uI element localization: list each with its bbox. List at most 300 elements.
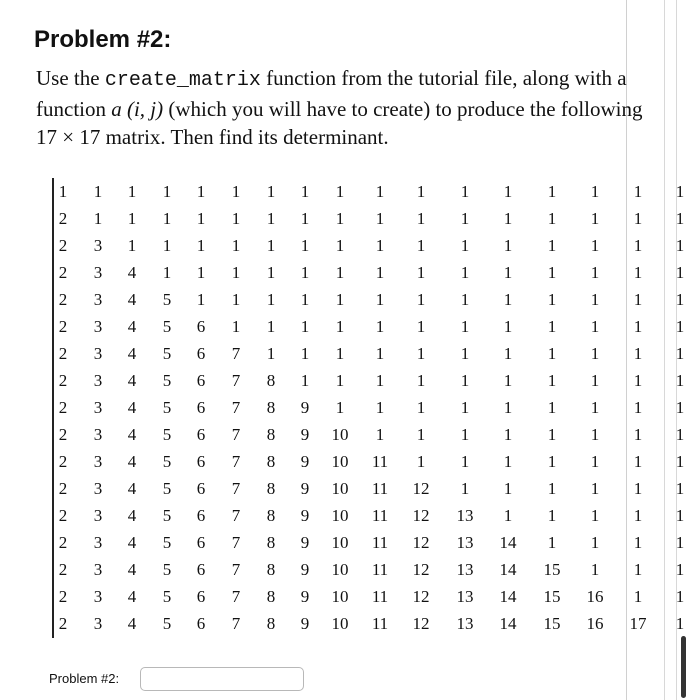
matrix-cell: 6 bbox=[196, 587, 206, 606]
matrix-cell: 5 bbox=[162, 506, 172, 525]
matrix-cell: 1 bbox=[162, 263, 172, 282]
matrix-cell: 12 bbox=[412, 479, 430, 498]
matrix-cell: 1 bbox=[460, 317, 470, 336]
matrix-cell: 1 bbox=[300, 371, 310, 390]
matrix-cell: 1 bbox=[162, 209, 172, 228]
matrix-cell: 1 bbox=[231, 290, 241, 309]
matrix-cell: 1 bbox=[633, 506, 643, 525]
matrix-cell: 1 bbox=[416, 425, 426, 444]
matrix-cell: 14 bbox=[499, 587, 517, 606]
matrix-cell: 9 bbox=[300, 479, 310, 498]
matrix-cell: 2 bbox=[58, 452, 68, 471]
matrix-cell: 1 bbox=[547, 398, 557, 417]
matrix-cell: 1 bbox=[335, 263, 345, 282]
matrix-cell: 1 bbox=[503, 479, 513, 498]
matrix-cell: 1 bbox=[266, 344, 276, 363]
matrix-cell: 1 bbox=[547, 317, 557, 336]
matrix-cell: 1 bbox=[590, 533, 600, 552]
matrix-cell: 8 bbox=[266, 614, 276, 633]
matrix-cell: 3 bbox=[93, 398, 103, 417]
matrix-cell: 1 bbox=[675, 290, 685, 309]
matrix-cell: 8 bbox=[266, 452, 276, 471]
matrix-cell: 7 bbox=[231, 344, 241, 363]
matrix-cell: 2 bbox=[58, 317, 68, 336]
matrix-row bbox=[56, 610, 686, 637]
matrix-cell: 1 bbox=[196, 290, 206, 309]
matrix-cell: 1 bbox=[675, 182, 685, 201]
matrix-cell: 1 bbox=[547, 479, 557, 498]
matrix-cell: 14 bbox=[499, 560, 517, 579]
matrix-cell: 9 bbox=[300, 533, 310, 552]
matrix-cell: 1 bbox=[503, 452, 513, 471]
matrix-row bbox=[56, 259, 686, 286]
matrix-cell: 1 bbox=[633, 209, 643, 228]
matrix-cell: 1 bbox=[675, 317, 685, 336]
matrix-cell: 1 bbox=[266, 263, 276, 282]
matrix-cell: 1 bbox=[460, 236, 470, 255]
matrix-cell: 4 bbox=[127, 317, 137, 336]
matrix-cell: 1 bbox=[375, 236, 385, 255]
matrix-cell: 7 bbox=[231, 371, 241, 390]
matrix bbox=[56, 178, 686, 638]
matrix-cell: 17 bbox=[629, 614, 647, 633]
matrix-cell: 1 bbox=[375, 398, 385, 417]
matrix-cell: 3 bbox=[93, 533, 103, 552]
matrix-cell: 3 bbox=[93, 290, 103, 309]
matrix-cell: 1 bbox=[633, 587, 643, 606]
matrix-cell: 1 bbox=[460, 263, 470, 282]
matrix-cell: 9 bbox=[300, 398, 310, 417]
matrix-cell: 4 bbox=[127, 587, 137, 606]
matrix-cell: 1 bbox=[503, 506, 513, 525]
matrix-cell: 6 bbox=[196, 344, 206, 363]
matrix-row bbox=[56, 367, 686, 394]
matrix-cell: 10 bbox=[331, 533, 349, 552]
matrix-cell: 1 bbox=[590, 560, 600, 579]
matrix-cell: 1 bbox=[675, 398, 685, 417]
matrix-cell: 10 bbox=[331, 452, 349, 471]
matrix-cell: 10 bbox=[331, 479, 349, 498]
matrix-cell: 5 bbox=[162, 290, 172, 309]
matrix-cell: 1 bbox=[590, 209, 600, 228]
matrix-cell: 11 bbox=[371, 452, 389, 471]
matrix-cell: 13 bbox=[456, 560, 474, 579]
matrix-row bbox=[56, 232, 686, 259]
matrix-cell: 1 bbox=[675, 209, 685, 228]
matrix-cell: 4 bbox=[127, 533, 137, 552]
matrix-cell: 12 bbox=[412, 614, 430, 633]
matrix-cell: 1 bbox=[675, 344, 685, 363]
matrix-cell: 1 bbox=[375, 371, 385, 390]
matrix-cell: 4 bbox=[127, 479, 137, 498]
matrix-cell: 1 bbox=[416, 182, 426, 201]
matrix-cell: 1 bbox=[547, 263, 557, 282]
matrix-cell: 2 bbox=[58, 398, 68, 417]
matrix-cell: 1 bbox=[300, 290, 310, 309]
matrix-cell: 2 bbox=[58, 560, 68, 579]
matrix-cell: 1 bbox=[300, 263, 310, 282]
matrix-cell: 1 bbox=[633, 344, 643, 363]
matrix-cell: 1 bbox=[416, 209, 426, 228]
matrix-cell: 6 bbox=[196, 452, 206, 471]
matrix-cell: 6 bbox=[196, 317, 206, 336]
matrix-cell: 1 bbox=[633, 452, 643, 471]
matrix-cell: 1 bbox=[335, 344, 345, 363]
matrix-cell: 1 bbox=[675, 560, 685, 579]
matrix-cell: 1 bbox=[460, 290, 470, 309]
matrix-cell: 1 bbox=[416, 236, 426, 255]
matrix-cell: 1 bbox=[375, 290, 385, 309]
matrix-cell: 1 bbox=[300, 182, 310, 201]
matrix-row bbox=[56, 178, 686, 205]
matrix-cell: 8 bbox=[266, 398, 276, 417]
matrix-cell: 8 bbox=[266, 479, 276, 498]
matrix-cell: 8 bbox=[266, 371, 276, 390]
matrix-cell: 1 bbox=[590, 425, 600, 444]
matrix-cell: 4 bbox=[127, 614, 137, 633]
matrix-cell: 1 bbox=[590, 263, 600, 282]
matrix-row bbox=[56, 421, 686, 448]
matrix-cell: 1 bbox=[675, 425, 685, 444]
matrix-row bbox=[56, 286, 686, 313]
matrix-cell: 1 bbox=[590, 317, 600, 336]
matrix-cell: 1 bbox=[503, 398, 513, 417]
matrix-cell: 5 bbox=[162, 398, 172, 417]
matrix-cell: 1 bbox=[300, 236, 310, 255]
matrix-cell: 8 bbox=[266, 506, 276, 525]
matrix-cell: 1 bbox=[547, 344, 557, 363]
matrix-cell: 10 bbox=[331, 425, 349, 444]
matrix-cell: 1 bbox=[547, 533, 557, 552]
matrix-cell: 1 bbox=[266, 209, 276, 228]
matrix-cell: 9 bbox=[300, 452, 310, 471]
matrix-cell: 1 bbox=[460, 209, 470, 228]
matrix-cell: 1 bbox=[196, 236, 206, 255]
matrix-cell: 8 bbox=[266, 560, 276, 579]
problem-statement bbox=[36, 64, 666, 151]
matrix-cell: 1 bbox=[266, 236, 276, 255]
matrix-cell: 11 bbox=[371, 533, 389, 552]
matrix-cell: 1 bbox=[675, 614, 685, 633]
matrix-row bbox=[56, 556, 686, 583]
function-name: create_matrix bbox=[104, 69, 261, 92]
matrix-cell: 1 bbox=[503, 263, 513, 282]
matrix-cell: 3 bbox=[93, 317, 103, 336]
matrix-cell: 1 bbox=[547, 371, 557, 390]
matrix-cell: 15 bbox=[543, 587, 561, 606]
matrix-cell: 2 bbox=[58, 344, 68, 363]
matrix-cell: 6 bbox=[196, 398, 206, 417]
matrix-cell: 1 bbox=[460, 371, 470, 390]
matrix-cell: 1 bbox=[266, 317, 276, 336]
matrix-cell: 1 bbox=[162, 182, 172, 201]
matrix-cell: 4 bbox=[127, 425, 137, 444]
matrix-cell: 13 bbox=[456, 614, 474, 633]
matrix-cell: 1 bbox=[590, 182, 600, 201]
matrix-cell: 3 bbox=[93, 371, 103, 390]
matrix-row bbox=[56, 448, 686, 475]
scrollbar-thumb[interactable] bbox=[681, 636, 686, 698]
matrix-cell: 5 bbox=[162, 344, 172, 363]
matrix-row bbox=[56, 205, 686, 232]
matrix-cell: 4 bbox=[127, 398, 137, 417]
matrix-cell: 1 bbox=[503, 344, 513, 363]
matrix-cell: 11 bbox=[371, 506, 389, 525]
matrix-cell: 1 bbox=[460, 452, 470, 471]
matrix-cell: 1 bbox=[590, 236, 600, 255]
answer-input[interactable] bbox=[140, 667, 304, 691]
matrix-cell: 1 bbox=[93, 182, 103, 201]
matrix-cell: 1 bbox=[416, 452, 426, 471]
matrix-cell: 6 bbox=[196, 425, 206, 444]
matrix-cell: 14 bbox=[499, 533, 517, 552]
matrix-cell: 3 bbox=[93, 344, 103, 363]
matrix-cell: 1 bbox=[460, 398, 470, 417]
matrix-cell: 1 bbox=[633, 398, 643, 417]
matrix-cell: 10 bbox=[331, 587, 349, 606]
matrix-cell: 1 bbox=[547, 209, 557, 228]
matrix-cell: 1 bbox=[590, 290, 600, 309]
matrix-cell: 16 bbox=[586, 614, 604, 633]
matrix-row bbox=[56, 529, 686, 556]
matrix-cell: 1 bbox=[460, 479, 470, 498]
matrix-cell: 1 bbox=[503, 425, 513, 444]
matrix-cell: 1 bbox=[633, 182, 643, 201]
matrix-cell: 6 bbox=[196, 560, 206, 579]
matrix-cell: 4 bbox=[127, 371, 137, 390]
matrix-cell: 1 bbox=[416, 344, 426, 363]
matrix-row bbox=[56, 583, 686, 610]
matrix-cell: 11 bbox=[371, 560, 389, 579]
matrix-cell: 16 bbox=[586, 587, 604, 606]
matrix-cell: 1 bbox=[335, 182, 345, 201]
matrix-cell: 1 bbox=[460, 182, 470, 201]
matrix-cell: 5 bbox=[162, 587, 172, 606]
matrix-cell: 12 bbox=[412, 587, 430, 606]
matrix-cell: 2 bbox=[58, 587, 68, 606]
matrix-cell: 5 bbox=[162, 479, 172, 498]
matrix-cell: 7 bbox=[231, 614, 241, 633]
matrix-cell: 8 bbox=[266, 587, 276, 606]
matrix-row bbox=[56, 313, 686, 340]
function-signature: a (i, j) bbox=[111, 97, 164, 121]
matrix-cell: 13 bbox=[456, 587, 474, 606]
matrix-cell: 1 bbox=[416, 290, 426, 309]
matrix-cell: 5 bbox=[162, 533, 172, 552]
matrix-cell: 1 bbox=[503, 290, 513, 309]
matrix-cell: 1 bbox=[375, 344, 385, 363]
matrix-cell: 11 bbox=[371, 587, 389, 606]
matrix-cell: 1 bbox=[300, 317, 310, 336]
matrix-cell: 1 bbox=[127, 182, 137, 201]
matrix-cell: 12 bbox=[412, 533, 430, 552]
matrix-cell: 1 bbox=[375, 317, 385, 336]
matrix-cell: 1 bbox=[675, 506, 685, 525]
statement-text-3: (which you will have to create) to produce the following 17 × 17 matrix. Then find its determinant. bbox=[36, 97, 643, 149]
matrix-cell: 2 bbox=[58, 209, 68, 228]
matrix-cell: 1 bbox=[503, 236, 513, 255]
matrix-cell: 1 bbox=[590, 398, 600, 417]
matrix-cell: 4 bbox=[127, 560, 137, 579]
matrix-cell: 3 bbox=[93, 263, 103, 282]
matrix-cell: 3 bbox=[93, 560, 103, 579]
matrix-cell: 1 bbox=[633, 479, 643, 498]
matrix-cell: 1 bbox=[633, 533, 643, 552]
matrix-cell: 1 bbox=[335, 317, 345, 336]
matrix-cell: 1 bbox=[300, 209, 310, 228]
matrix-cell: 1 bbox=[675, 452, 685, 471]
matrix-cell: 1 bbox=[675, 371, 685, 390]
matrix-cell: 2 bbox=[58, 236, 68, 255]
matrix-cell: 2 bbox=[58, 614, 68, 633]
matrix-cell: 14 bbox=[499, 614, 517, 633]
matrix-cell: 7 bbox=[231, 587, 241, 606]
matrix-cell: 9 bbox=[300, 425, 310, 444]
matrix-cell: 3 bbox=[93, 614, 103, 633]
matrix-cell: 11 bbox=[371, 479, 389, 498]
matrix-cell: 1 bbox=[675, 479, 685, 498]
matrix-cell: 4 bbox=[127, 452, 137, 471]
answer-label: Problem #2: bbox=[49, 671, 120, 686]
matrix-cell: 1 bbox=[196, 209, 206, 228]
matrix-cell: 1 bbox=[416, 263, 426, 282]
matrix-row bbox=[56, 502, 686, 529]
matrix-cell: 1 bbox=[633, 560, 643, 579]
matrix-cell: 10 bbox=[331, 614, 349, 633]
matrix-cell: 1 bbox=[416, 398, 426, 417]
matrix-cell: 9 bbox=[300, 614, 310, 633]
matrix-cell: 3 bbox=[93, 452, 103, 471]
matrix-cell: 1 bbox=[590, 506, 600, 525]
statement-text-2: function from the tutorial file, along with a function bbox=[36, 66, 627, 121]
matrix-cell: 2 bbox=[58, 263, 68, 282]
matrix-cell: 15 bbox=[543, 614, 561, 633]
matrix-cell: 5 bbox=[162, 452, 172, 471]
matrix-cell: 1 bbox=[547, 290, 557, 309]
matrix-cell: 5 bbox=[162, 560, 172, 579]
matrix-cell: 1 bbox=[162, 236, 172, 255]
matrix-row bbox=[56, 394, 686, 421]
matrix-cell: 12 bbox=[412, 506, 430, 525]
matrix-cell: 1 bbox=[335, 209, 345, 228]
matrix-cell: 3 bbox=[93, 236, 103, 255]
matrix-cell: 13 bbox=[456, 506, 474, 525]
matrix-cell: 1 bbox=[300, 344, 310, 363]
matrix-cell: 1 bbox=[416, 371, 426, 390]
matrix-cell: 7 bbox=[231, 425, 241, 444]
matrix-cell: 1 bbox=[127, 236, 137, 255]
matrix-cell: 1 bbox=[547, 506, 557, 525]
matrix-cell: 4 bbox=[127, 506, 137, 525]
problem-title: Problem #2: bbox=[34, 26, 172, 53]
matrix-cell: 6 bbox=[196, 506, 206, 525]
matrix-cell: 1 bbox=[375, 263, 385, 282]
matrix-cell: 1 bbox=[503, 209, 513, 228]
matrix-cell: 1 bbox=[231, 236, 241, 255]
matrix-cell: 1 bbox=[590, 344, 600, 363]
matrix-cell: 4 bbox=[127, 344, 137, 363]
matrix-cell: 1 bbox=[590, 452, 600, 471]
matrix-cell: 10 bbox=[331, 506, 349, 525]
matrix-cell: 7 bbox=[231, 560, 241, 579]
matrix-cell: 1 bbox=[547, 236, 557, 255]
matrix-cell: 1 bbox=[675, 533, 685, 552]
matrix-cell: 3 bbox=[93, 587, 103, 606]
matrix-cell: 1 bbox=[633, 236, 643, 255]
matrix-cell: 5 bbox=[162, 371, 172, 390]
matrix-cell: 1 bbox=[503, 317, 513, 336]
matrix-cell: 1 bbox=[460, 425, 470, 444]
matrix-cell: 1 bbox=[375, 209, 385, 228]
matrix-cell: 3 bbox=[93, 506, 103, 525]
matrix-cell: 12 bbox=[412, 560, 430, 579]
matrix-cell: 6 bbox=[196, 533, 206, 552]
matrix-row bbox=[56, 340, 686, 367]
matrix-cell: 1 bbox=[231, 263, 241, 282]
matrix-cell: 1 bbox=[375, 182, 385, 201]
matrix-cell: 1 bbox=[335, 290, 345, 309]
matrix-cell: 4 bbox=[127, 290, 137, 309]
matrix-cell: 5 bbox=[162, 614, 172, 633]
matrix-cell: 6 bbox=[196, 614, 206, 633]
matrix-cell: 1 bbox=[590, 479, 600, 498]
matrix-cell: 1 bbox=[93, 209, 103, 228]
matrix-cell: 1 bbox=[231, 317, 241, 336]
matrix-cell: 1 bbox=[231, 209, 241, 228]
matrix-cell: 10 bbox=[331, 560, 349, 579]
matrix-cell: 1 bbox=[633, 263, 643, 282]
matrix-cell: 2 bbox=[58, 290, 68, 309]
matrix-cell: 1 bbox=[375, 425, 385, 444]
matrix-cell: 8 bbox=[266, 425, 276, 444]
matrix-cell: 3 bbox=[93, 479, 103, 498]
matrix-cell: 1 bbox=[675, 587, 685, 606]
matrix-cell: 6 bbox=[196, 479, 206, 498]
matrix-cell: 7 bbox=[231, 452, 241, 471]
matrix-cell: 9 bbox=[300, 506, 310, 525]
matrix-cell: 1 bbox=[590, 371, 600, 390]
matrix-cell: 9 bbox=[300, 587, 310, 606]
matrix-cell: 2 bbox=[58, 371, 68, 390]
matrix-cell: 7 bbox=[231, 398, 241, 417]
matrix-cell: 1 bbox=[335, 236, 345, 255]
matrix-cell: 1 bbox=[633, 425, 643, 444]
matrix-cell: 1 bbox=[460, 344, 470, 363]
matrix-cell: 1 bbox=[127, 209, 137, 228]
matrix-cell: 7 bbox=[231, 533, 241, 552]
matrix-cell: 7 bbox=[231, 479, 241, 498]
matrix-cell: 8 bbox=[266, 533, 276, 552]
matrix-cell: 7 bbox=[231, 506, 241, 525]
matrix-row bbox=[56, 475, 686, 502]
matrix-cell: 1 bbox=[266, 290, 276, 309]
matrix-cell: 1 bbox=[633, 290, 643, 309]
matrix-cell: 2 bbox=[58, 479, 68, 498]
matrix-cell: 1 bbox=[335, 371, 345, 390]
matrix-cell: 1 bbox=[675, 263, 685, 282]
matrix-cell: 1 bbox=[266, 182, 276, 201]
matrix-cell: 4 bbox=[127, 263, 137, 282]
matrix-cell: 1 bbox=[335, 398, 345, 417]
matrix-cell: 5 bbox=[162, 317, 172, 336]
matrix-cell: 9 bbox=[300, 560, 310, 579]
matrix-cell: 2 bbox=[58, 425, 68, 444]
matrix-cell: 1 bbox=[547, 182, 557, 201]
matrix-cell: 1 bbox=[416, 317, 426, 336]
matrix-cell: 1 bbox=[196, 263, 206, 282]
matrix-cell: 2 bbox=[58, 506, 68, 525]
matrix-cell: 11 bbox=[371, 614, 389, 633]
